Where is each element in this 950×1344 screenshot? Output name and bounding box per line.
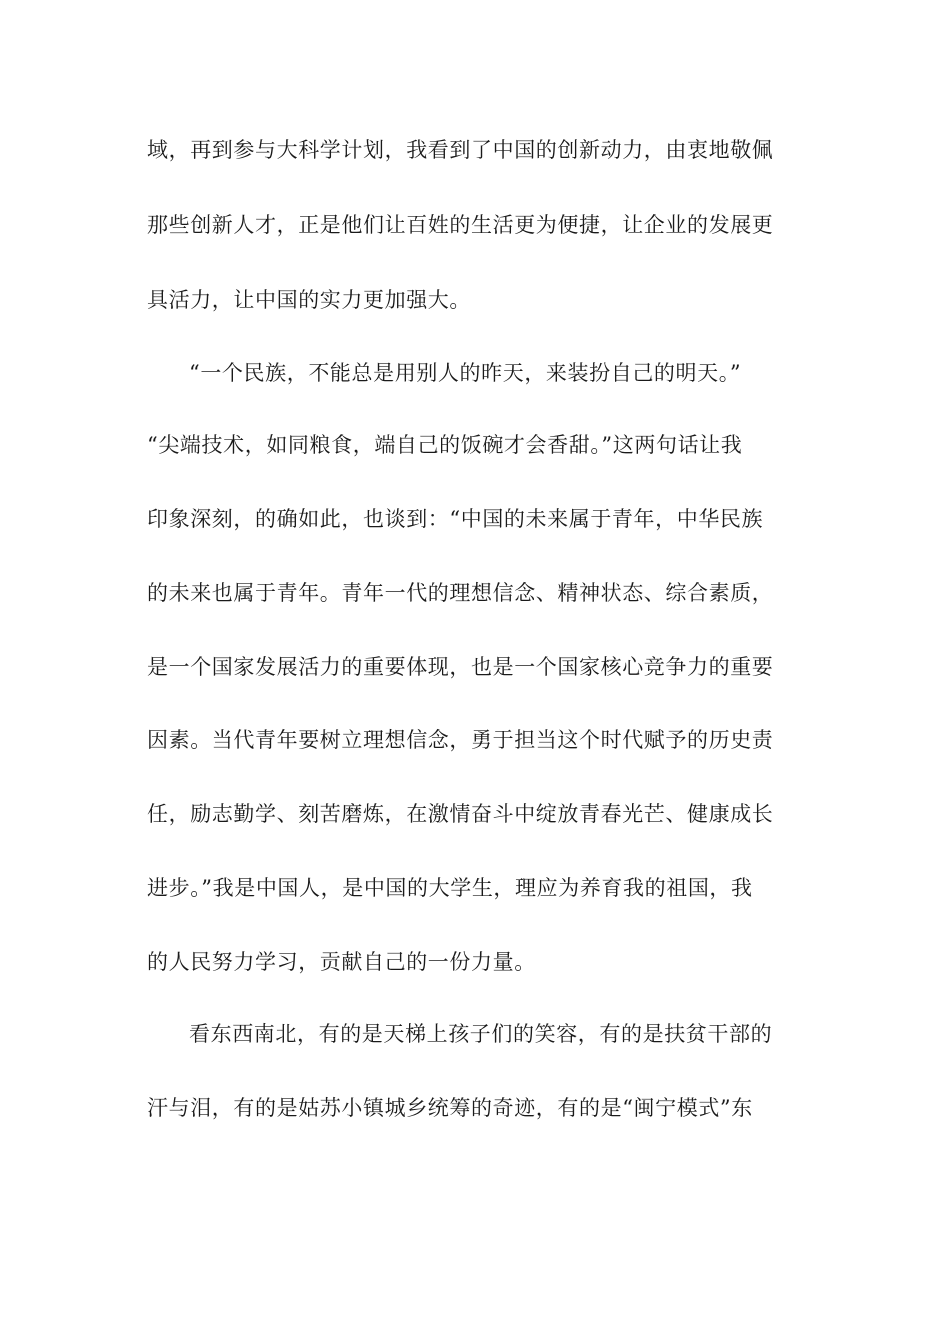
text-line: 因素。当代青年要树立理想信念，勇于担当这个时代赋予的历史责	[147, 728, 774, 752]
paragraph-start-line: “一个民族，不能总是用别人的昨天，来装扮自己的明天。”	[189, 361, 742, 385]
paragraph-start-line: 看东西南北，有的是天梯上孩子们的笑容，有的是扶贫干部的	[189, 1022, 773, 1046]
text-line: 印象深刻，的确如此，也谈到：“中国的未来属于青年，中华民族	[147, 507, 764, 531]
text-line: 域，再到参与大科学计划，我看到了中国的创新动力，由衷地敬佩	[147, 138, 774, 162]
text-line: “尖端技术，如同粮食，端自己的饭碗才会香甜。”这两句话让我	[147, 433, 743, 457]
text-line: 是一个国家发展活力的重要体现，也是一个国家核心竞争力的重要	[147, 655, 774, 679]
text-line: 进步。”我是中国人，是中国的大学生，理应为养育我的祖国，我	[147, 876, 753, 900]
text-line: 的人民努力学习，贡献自己的一份力量。	[147, 950, 536, 974]
text-line: 汗与泪，有的是姑苏小镇城乡统筹的奇迹，有的是“闽宁模式”东	[147, 1096, 753, 1120]
text-line: 具活力，让中国的实力更加强大。	[147, 288, 471, 312]
text-line: 的未来也属于青年。青年一代的理想信念、精神状态、综合素质，	[147, 581, 774, 605]
text-line: 那些创新人才，正是他们让百姓的生活更为便捷，让企业的发展更	[147, 213, 774, 237]
text-line: 任，励志勤学、刻苦磨炼，在激情奋斗中绽放青春光芒、健康成长	[147, 802, 774, 826]
